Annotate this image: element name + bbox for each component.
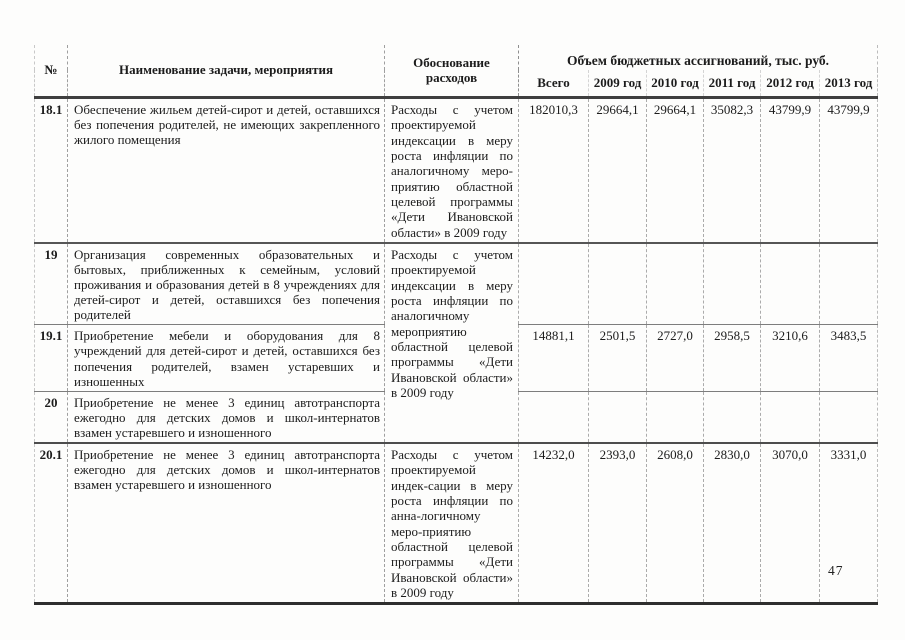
- col-header-justification: Обоснование расходов: [385, 45, 519, 98]
- col-header-name: Наименование задачи, мероприятия: [68, 45, 385, 98]
- cell-value-2010: [647, 243, 704, 325]
- col-header-num: №: [35, 45, 68, 98]
- cell-value-total: [519, 391, 589, 443]
- cell-task-name: Обеспечение жильем детей-сирот и детей, оставшихся без попечения родителей, не имеющих закрепленного жилого помещения: [68, 98, 385, 243]
- cell-num: 18.1: [35, 98, 68, 243]
- table-header: [35, 45, 878, 98]
- cell-value-2013: [820, 243, 878, 325]
- header-row-top: [35, 45, 878, 70]
- cell-justification-merged: Расходы с учетом проектируемой индексации в меру роста инфляции по аналогичному мероприятию областной целевой программы «Дети Ивановской области» в 2009 году: [385, 243, 519, 443]
- cell-value-2012: 3210,6: [761, 325, 820, 391]
- cell-value-2009: [589, 243, 647, 325]
- col-header-2013: 2013 год: [820, 70, 878, 98]
- cell-justification: Расходы с учетом проектируемой индек-сации в меру роста инфляции по анна-логичному меро-приятию областной целевой программы «Дети Ивановской области» в 2009 году: [385, 443, 519, 604]
- cell-value-total: 182010,3: [519, 98, 589, 243]
- cell-value-2009: 2501,5: [589, 325, 647, 391]
- cell-num: 19: [35, 243, 68, 325]
- cell-task-name: Организация современных образовательных и бытовых, приближенных к семейным, условий проживания и образования детей в 8 учреждениях для детей-сирот и детей, оставшихся без попечения родителей: [68, 243, 385, 325]
- col-header-total: Всего: [519, 70, 589, 98]
- cell-task-name: Приобретение не менее 3 единиц автотранспорта ежегодно для детских домов и школ-интернатов взамен устаревшего и изношенного: [68, 391, 385, 443]
- cell-value-2013: 43799,9: [820, 98, 878, 243]
- cell-num: 20: [35, 391, 68, 443]
- cell-num: 20.1: [35, 443, 68, 604]
- cell-value-2009: 2393,0: [589, 443, 647, 604]
- cell-value-2012: 43799,9: [761, 98, 820, 243]
- cell-value-total: 14881,1: [519, 325, 589, 391]
- cell-value-2011: [704, 391, 761, 443]
- cell-value-2011: 2830,0: [704, 443, 761, 604]
- cell-justification: Расходы с учетом проектируемой индексации в меру роста инфляции по аналогичному меро-приятию областной целевой программы «Дети Ивановской области» в 2009 году: [385, 98, 519, 243]
- col-header-2010: 2010 год: [647, 70, 704, 98]
- budget-table: [34, 45, 878, 605]
- cell-value-2010: [647, 391, 704, 443]
- cell-value-2010: 2608,0: [647, 443, 704, 604]
- cell-value-2013: [820, 391, 878, 443]
- cell-value-2011: 2958,5: [704, 325, 761, 391]
- cell-value-2009: 29664,1: [589, 98, 647, 243]
- cell-value-2010: 2727,0: [647, 325, 704, 391]
- page-number: 47: [828, 563, 844, 578]
- col-header-budget-group: Объем бюджетных ассигнований, тыс. руб.: [519, 45, 878, 70]
- cell-value-2011: 35082,3: [704, 98, 761, 243]
- col-header-2009: 2009 год: [589, 70, 647, 98]
- cell-value-total: [519, 243, 589, 325]
- cell-task-name: Приобретение не менее 3 единиц автотранспорта ежегодно для детских домов и школ-интернатов взамен устаревшего и изношенного: [68, 443, 385, 604]
- cell-num: 19.1: [35, 325, 68, 391]
- cell-value-2011: [704, 243, 761, 325]
- cell-value-2010: 29664,1: [647, 98, 704, 243]
- table-body: [35, 98, 878, 604]
- table-row: [35, 98, 878, 243]
- cell-value-2012: [761, 391, 820, 443]
- cell-value-total: 14232,0: [519, 443, 589, 604]
- cell-value-2013: 3483,5: [820, 325, 878, 391]
- cell-task-name: Приобретение мебели и оборудования для 8 учреждений для детей-сирот и детей, оставшихся без попечения родителей, взамен устаревших и изношенных: [68, 325, 385, 391]
- cell-value-2012: 3070,0: [761, 443, 820, 604]
- col-header-2012: 2012 год: [761, 70, 820, 98]
- cell-value-2013: 3331,0: [820, 443, 878, 604]
- cell-value-2009: [589, 391, 647, 443]
- cell-value-2012: [761, 243, 820, 325]
- table-row: [35, 443, 878, 604]
- col-header-2011: 2011 год: [704, 70, 761, 98]
- table-row: [35, 243, 878, 325]
